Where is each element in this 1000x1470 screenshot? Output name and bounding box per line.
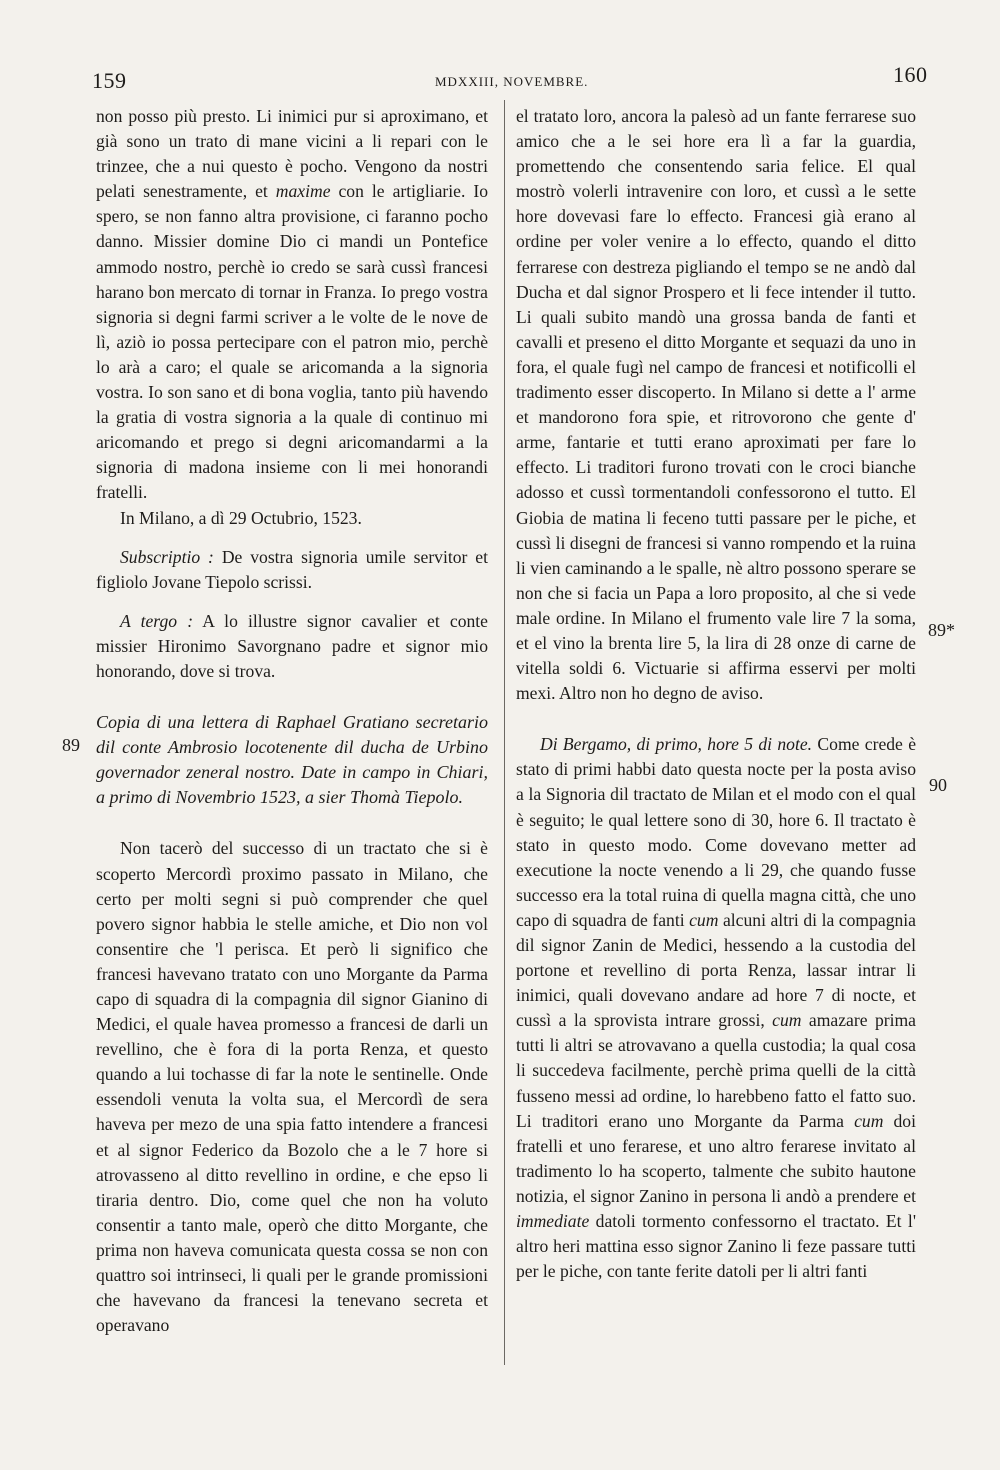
margin-number-89-star: 89*	[928, 620, 955, 640]
letter-date: In Milano, a dì 29 Octubrio, 1523.	[120, 507, 362, 528]
subscriptio-label: Subscriptio :	[120, 546, 214, 567]
italic-word: maxime	[275, 181, 331, 202]
letter-title: Copia di una lettera di Raphael Gratiano secretario dil conte Ambrosio locotenente dil ducha de Urbino governador zeneral nostro. Date in campo in Chiari, a primo di Novembrio 1523, a sier Thomà Tiepolo.	[96, 712, 488, 808]
a-tergo: A tergo : A lo illustre signor cavalier et conte missier Hironimo Savorgnano padre et signor mio honorando, dove si trova.	[96, 610, 488, 681]
margin-number-89: 89	[62, 735, 80, 755]
page-number-left: 159	[92, 68, 127, 93]
bergamo-heading: Di Bergamo, di primo, hore 5 di note.	[540, 734, 813, 755]
right-column	[516, 104, 916, 1284]
column-divider	[504, 100, 505, 1365]
left-paragraph-1: non posso più presto. Li inimici pur si aproximano, et già sono un trato di mane vicini a li repari con le trinzee, che a nui questo è pocho. Vengono da nostri pelati senestramente, et maxime con le artigliarie. Io spero, se non fanno altra provisione, ci faranno pocho danno. Missier domine Dio ci mandi un Pontefice ammodo nostro, perchè io credo se sarà cussì francesi harano bon mercato di tornar in Franza. Io prego vostra signoria si degni farmi scriver a le volte de le nove de lì, aziò io possa pertecipare con el patron mio, perchè lo arà a caro; el quale se aricomanda a la signoria vostra. Io son sano et di bona voglia, tanto più havendo la gratia di vostra signoria a la quale di continuo mi aricomando et prego si degni aricomandarmi a la signoria di madona insieme con li mei honorandi fratelli.	[96, 106, 488, 503]
subscriptio: Subscriptio : De vostra signoria umile servitor et figliolo Jovane Tiepolo scrissi.	[96, 546, 488, 592]
margin-number-90: 90	[929, 775, 947, 795]
right-paragraph-2: Di Bergamo, di primo, hore 5 di note. Come crede è stato di primi habbi dato questa nocte per la posta aviso a la Signoria dil tractato de Milan et el modo con el qual è seguito; le qual lettere sono di 30, hore 6. Il tractato è stato in questo modo. Come dovevano metter ad executione la nocte venendo a li 29, che quando fusse successo era la total ruina di quella magna città, che uno capo di squadra de fanti cum alcuni altri di la compagnia dil signor Zanin de Medici, hessendo a la custodia del portone et revellino di porta Renza, lassar intrar li inimici, quali dovevano andare ad hore 7 di nocte, et cussì a la sprovista intrare grossi, cum amazare prima tutti li altri se atrovavano a quella custodia; la qual cosa li succedeva facilmente, perchè prima quelli de la città fusseno messi ad ordine, lo harebbeno fatto el fatto suo. Li traditori erano uno Morgante da Parma cum doi fratelli et uno ferarese, et uno altro ferarese invitato al tradimento lo ha scoperto, talmente che subito hautone notizia, el signor Zanino in persona li andò a prendere et immediate datoli tormento confessorno el tractato. Et l' altro heri mattina esso signor Zanino li feze passare tutti per le piche, con tante ferite datoli per li altri fanti	[516, 734, 916, 1282]
left-paragraph-2: Non tacerò del successo di un tractato che si è scoperto Mercordì proximo passato in Milano, che certo per molti segni si può comprender che quel povero signor habbia le stelle amiche, et Dio non vol consentire che 'l perisca. Et però li significo che francesi havevano tratato con uno Morgante da Parma capo di squadra di la compagnia dil signor Gianino di Medici, el quale havea promesso a francesi de darli un revellino, che è fora di la porta Renza, et questo quando a lui tochasse di far la note le sentinelle. Onde essendoli venuta la volta sua, el Mercordì de sera haveva per mezo de una spia fatto intendere a francesi et al signor Federico da Bozolo che a le 7 hore si atrovasseno al ditto revellino in ordine, e che epso li tiraria dentro. Dio, come quel che non ha voluto consentir a tanto male, operò che ditto Morgante, che prima non haveva comunicata questa cossa se non con quattro soi intrinseci, li quali per le grande promissioni che havevano da francesi la tenevano secreta et operavano	[96, 838, 488, 1336]
left-column	[96, 104, 488, 1338]
right-paragraph-1: el tratato loro, ancora la palesò ad un fante ferrarese suo amico che a le sei hore era lì a far la guardia, promettendo che consentendo saria felice. El qual mostrò volerli intravenire con loro, et cussì a le sette hore dovevasi fare lo effecto. Francesi già erano al ordine per voler venire a lo effecto, quando el ditto ferrarese con destreza pigliando el tempo se ne andò dal Ducha et dal signor Prospero et li fece intender il tutto. Li quali subito mandò una grossa banda de fanti et cavalli et preseno el ditto Morgante et sequazi da uno in fora, el quale fugì nel campo de francesi et notificolli el tradimento esser discoperto. In Milano si dette a l' arme et mandorono fora spie, et ritrovorono che gente d' arme, fantarie et tutti erano aproximati per fare lo effecto. Li traditori furono trovati con le croci bianche adosso et cussì tormentandoli confessorono el tutto. El Giobia de matina li feceno tutti passare per le piche, et cussì li disegni de francesi si vanno rompendo et la ruina li vien caminando a le spalle, nè altro possono sperare se non che si facia un Papa a loro proposito, al che si vede male ordine. In Milano el frumento vale lire 7 la soma, et el vino la brenta lire 5, la lira di 28 onze di carne de vitella soldi 6. Victuarie si affirma esservi per molti mexi. Altro non ho degno de aviso.	[516, 106, 916, 704]
a-tergo-label: A tergo :	[120, 610, 194, 631]
running-head: MDXXIII, NOVEMBRE.	[435, 74, 589, 89]
page-number-right: 160	[893, 62, 928, 87]
